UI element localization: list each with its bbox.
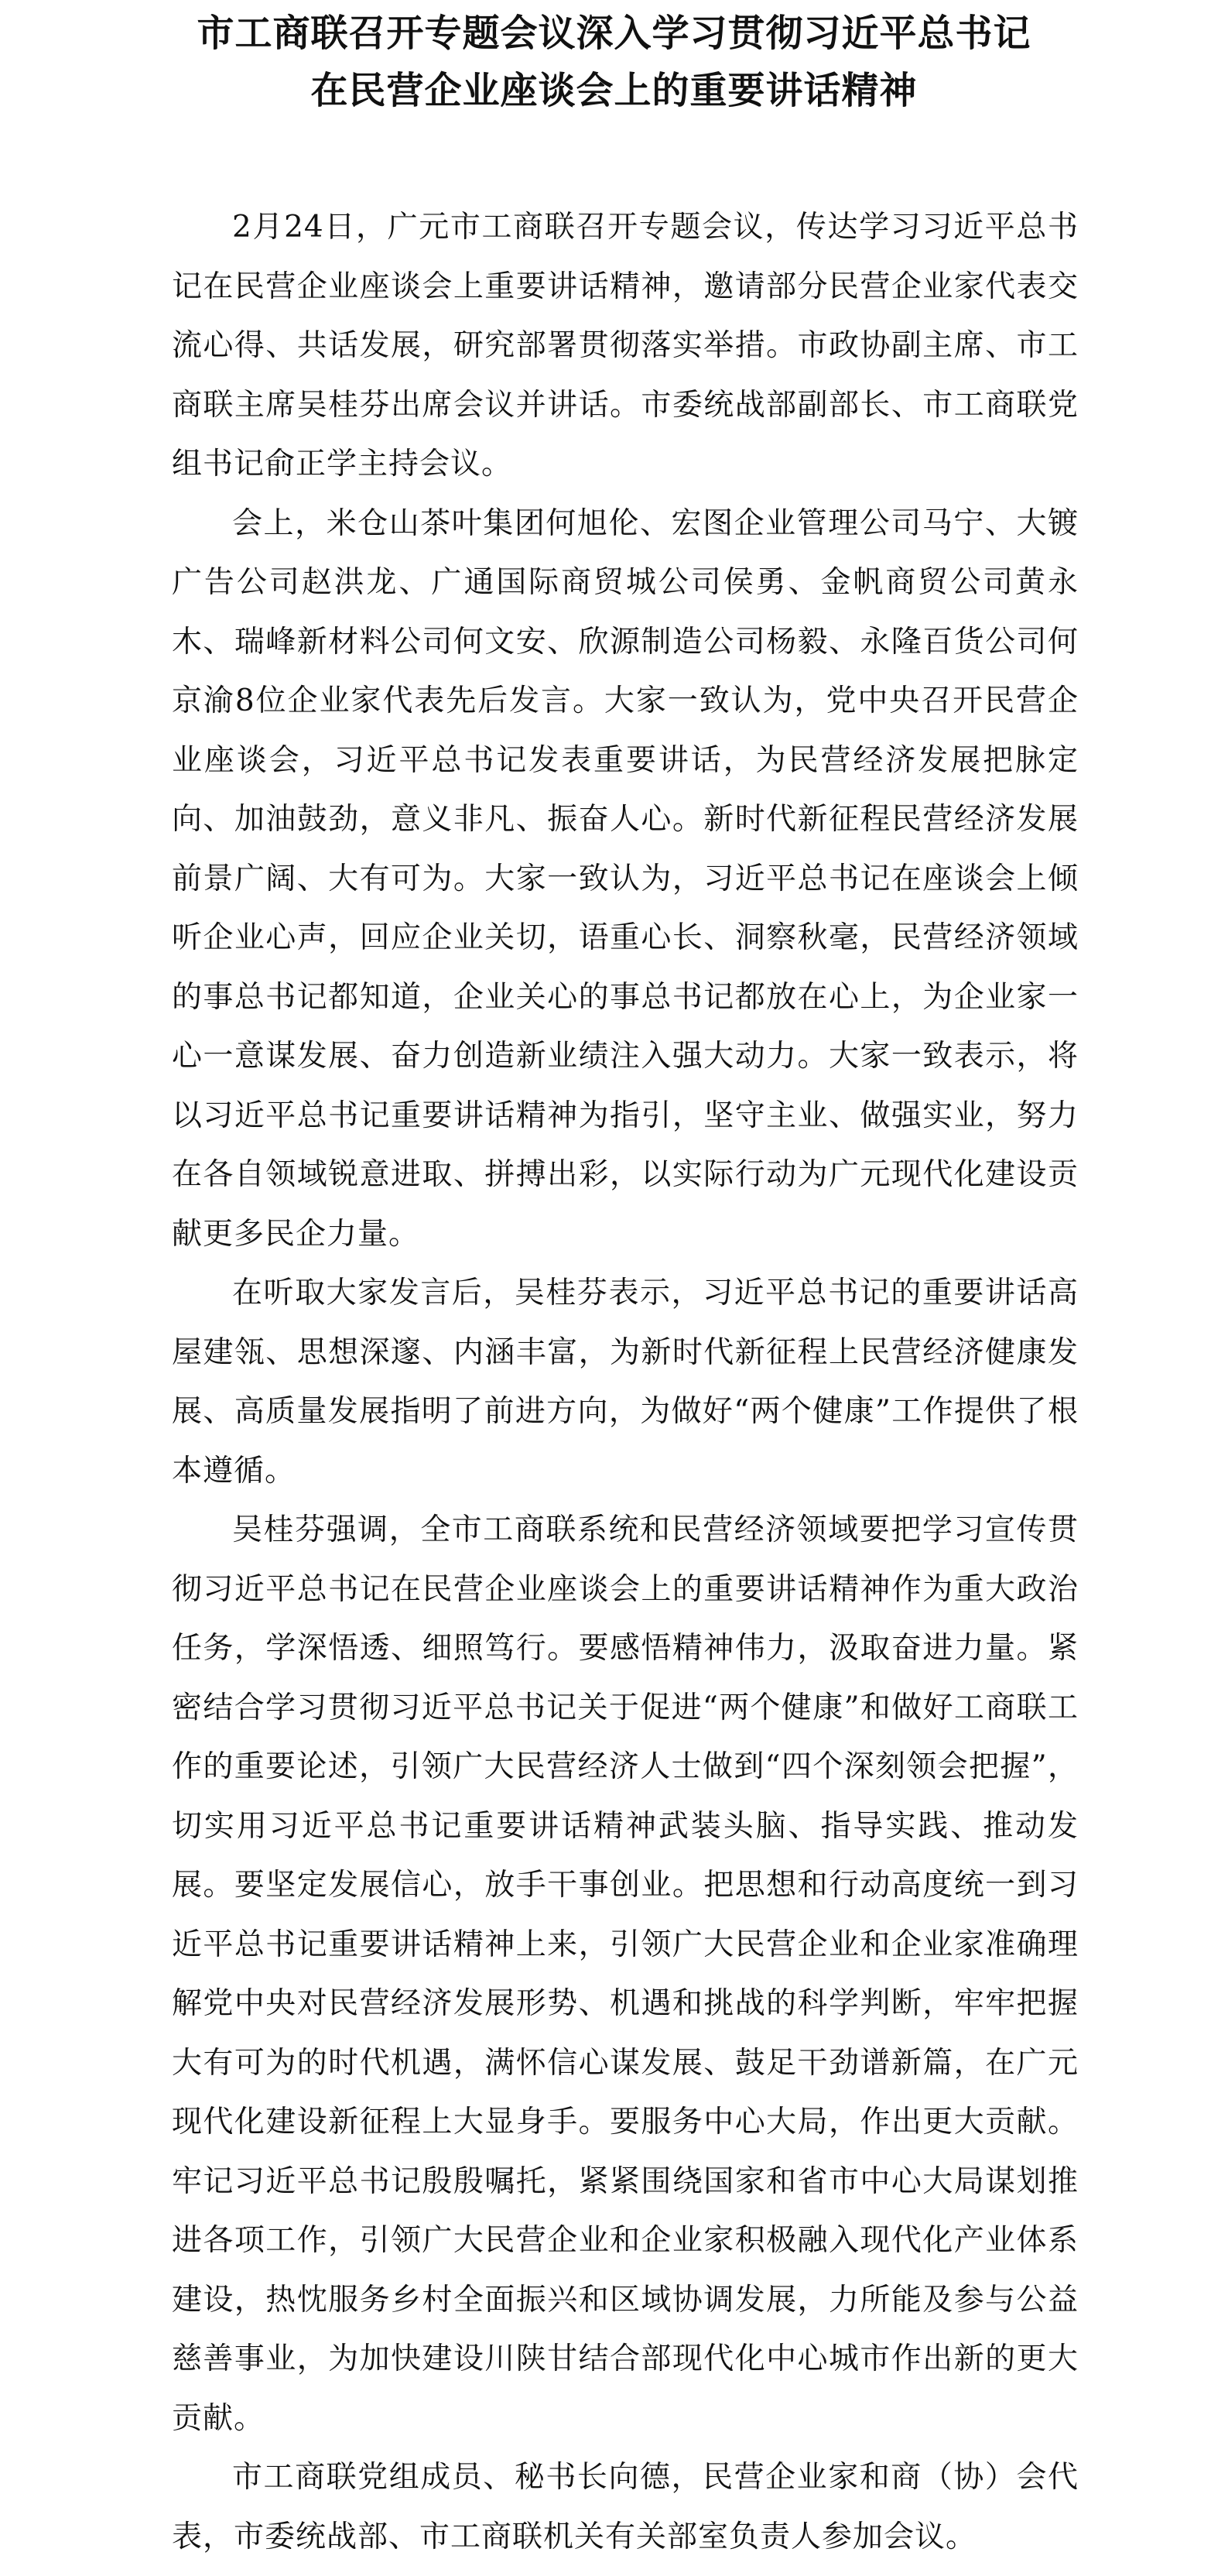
article-paragraph: 吴桂芬强调，全市工商联系统和民营经济领域要把学习宣传贯彻习近平总书记在民营企业座谈会上的重要讲话精神作为重大政治任务，学深悟透、细照笃行。要感悟精神伟力，汲取奋进力量。紧密结合学习贯彻习近平总书记关于促进“两个健康”和做好工商联工作的重要论述，引领广大民营经济人士做到“四个深刻领会把握”，切实用习近平总书记重要讲话精神武装头脑、指导实践、推动发展。要坚定发展信心，放手干事创业。把思想和行动高度统一到习近平总书记重要讲话精神上来，引领广大民营企业和企业家准确理解党中央对民营经济发展形势、机遇和挑战的科学判断，牢牢把握大有可为的时代机遇，满怀信心谋发展、鼓足干劲谱新篇，在广元现代化建设新征程上大显身手。要服务中心大局，作出更大贡献。牢记习近平总书记殷殷嘱托，紧紧围绕国家和省市中心大局谋划推进各项工作，引领广大民营企业和企业家积极融入现代化产业体系建设，热忱服务乡村全面振兴和区域协调发展，力所能及参与公益慈善事业，为加快建设川陕甘结合部现代化中心城市作出新的更大贡献。 [172,1512,1079,2436]
article-paragraph: 会上，米仓山茶叶集团何旭伦、宏图企业管理公司马宁、大镀广告公司赵洪龙、广通国际商贸城公司侯勇、金帆商贸公司黄永木、瑞峰新材料公司何文安、欣源制造公司杨毅、永隆百货公司何京渝8位企业家代表先后发言。大家一致认为，党中央召开民营企业座谈会，习近平总书记发表重要讲话，为民营经济发展把脉定向、加油鼓劲，意义非凡、振奋人心。新时代新征程民营经济发展前景广阔、大有可为。大家一致认为，习近平总书记在座谈会上倾听企业心声，回应企业关切，语重心长、洞察秋毫，民营经济领域的事总书记都知道，企业关心的事总书记都放在心上，为企业家一心一意谋发展、奋力创造新业绩注入强大动力。大家一致表示，将以习近平总书记重要讲话精神为指引，坚守主业、做强实业，努力在各自领域锐意进取、拼搏出彩，以实际行动为广元现代化建设贡献更多民企力量。 [172,505,1079,1252]
article-title-line-1: 市工商联召开专题会议深入学习贯彻习近平总书记 [197,12,1031,55]
article-paragraph: 市工商联党组成员、秘书长向德，民营企业家和商（协）会代表，市委统战部、市工商联机关有关部室负责人参加会议。 [172,2460,1079,2554]
article-paragraph: 在听取大家发言后，吴桂芬表示，习近平总书记的重要讲话高屋建瓴、思想深邃、内涵丰富，为新时代新征程上民营经济健康发展、高质量发展指明了前进方向，为做好“两个健康”工作提供了根本遵循。 [172,1276,1079,1488]
article-paragraph: 2月24日，广元市工商联召开专题会议，传达学习习近平总书记在民营企业座谈会上重要讲话精神，邀请部分民营企业家代表交流心得、共话发展，研究部署贯彻落实举措。市政协副主席、市工商联主席吴桂芬出席会议并讲话。市委统战部副部长、市工商联党组书记俞正学主持会议。 [172,210,1079,481]
article-title [0,5,1228,119]
article-title-line-2: 在民营企业座谈会上的重要讲话精神 [310,69,918,112]
article-body [172,198,1079,2567]
